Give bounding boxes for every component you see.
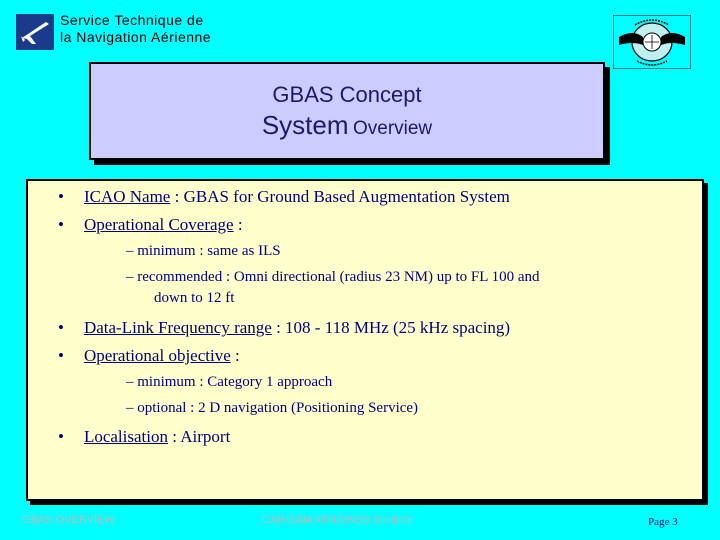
org-line-2: la Navigation Aérienne (60, 29, 212, 45)
footer-left: GBAS OVERVIEW (22, 514, 115, 526)
bullet-objective: • Operational objective : (58, 346, 240, 365)
sub-item: – minimum : Category 1 approach (126, 374, 333, 390)
sub-item: – recommended : Omni directional (radius 23 NM) up to FL 100 and (126, 269, 540, 285)
bullet-coverage: • Operational Coverage : (58, 215, 243, 234)
bullet-label: Operational objective (83, 346, 231, 365)
bullet-frequency: • Data-Link Frequency range : 108 - 118 MHz (25 kHz spacing) (58, 318, 511, 337)
slide-title: GBAS Concept (272, 82, 422, 107)
bullet-icao-name: • ICAO Name : GBAS for Ground Based Augmentation System (58, 187, 510, 206)
bullet-localisation: • Localisation : Airport (58, 427, 231, 446)
footer-center: CAR/SAM ATN/GNSS Seminar (262, 514, 414, 526)
slide-subtitle (91, 110, 603, 141)
bullet-label: Operational Coverage (83, 215, 234, 234)
icao-emblem-icon (613, 15, 691, 69)
bullet-text: : Airport (167, 427, 231, 446)
bullet-text: : (230, 346, 240, 365)
organization-name (60, 12, 211, 46)
sub-item: – minimum : same as ILS (126, 243, 281, 259)
bullet-text: : GBAS for Ground Based Augmentation System (170, 187, 510, 206)
subtitle-system: System (261, 110, 349, 140)
bullet-text: : 108 - 118 MHz (25 kHz spacing) (271, 318, 511, 337)
subtitle-overview: Overview (352, 118, 433, 139)
page-number: Page 3 (648, 516, 678, 528)
stna-logo-icon (16, 14, 54, 50)
bullet-label: ICAO Name (83, 187, 171, 206)
bullet-label: Data-Link Frequency range (83, 318, 272, 337)
title-box (89, 62, 605, 160)
bullet-label: Localisation (83, 427, 168, 446)
org-line-1: Service Technique de (60, 12, 204, 28)
bullet-text: : (233, 215, 243, 234)
sub-item-continuation: down to 12 ft (154, 290, 235, 306)
sub-item: – optional : 2 D navigation (Positioning Service) (126, 400, 419, 416)
